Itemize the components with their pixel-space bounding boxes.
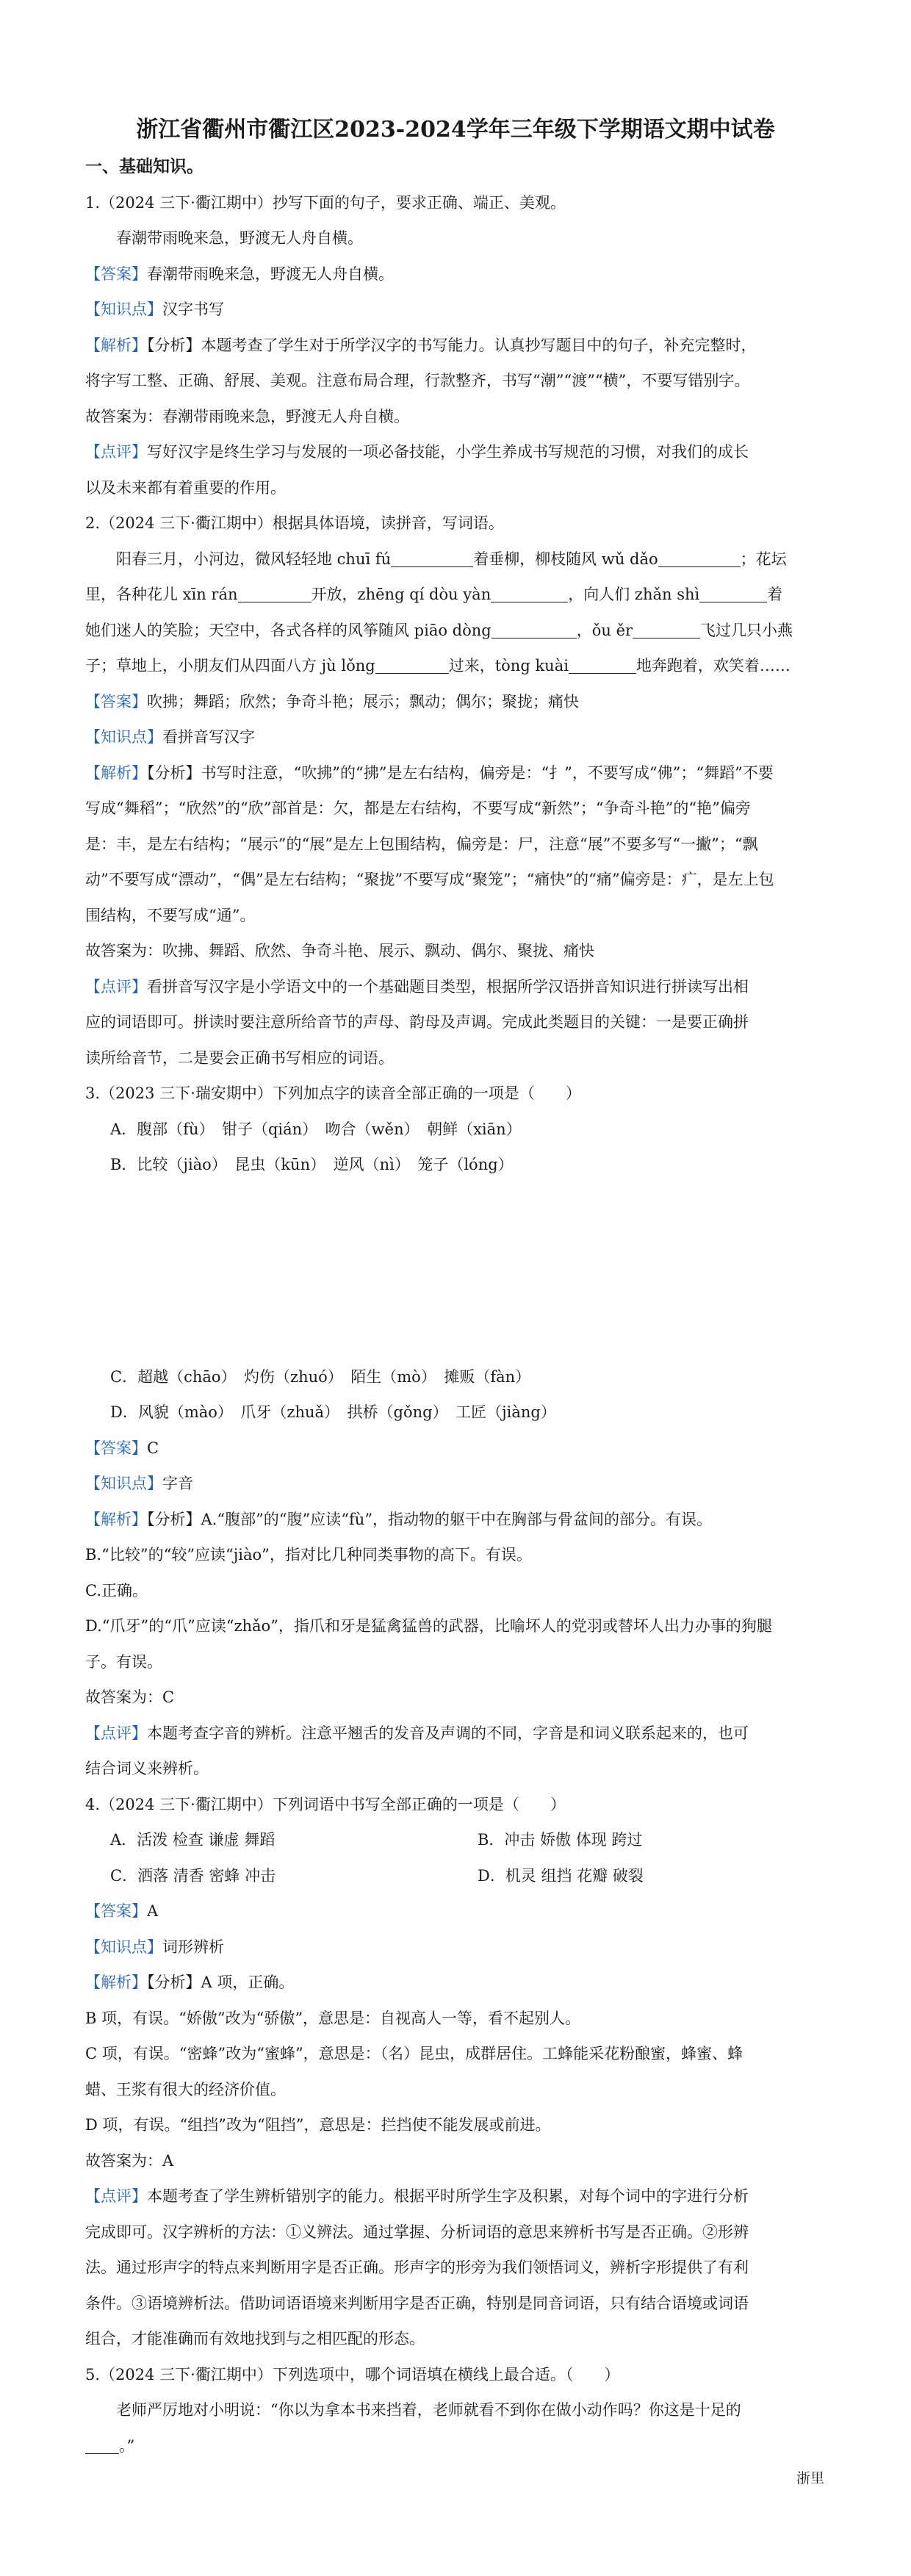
passage-line: [85, 648, 826, 684]
analysis-line: D 项，有误。“组挡”改为“阻挡”，意思是：拦挡使不能发展或前进。: [85, 2116, 551, 2134]
review-text: 写好汉字是终生学习与发展的一项必备技能，小学生养成书写规范的习惯，对我们的成长: [147, 443, 749, 461]
question-1: [85, 185, 826, 506]
review-tag: 【点评】: [85, 2187, 147, 2205]
question-stem: 5.（2024 三下·衢江期中）下列选项中，哪个词语填在横线上最合适。（ ）: [85, 2365, 620, 2383]
kp-tag: 【知识点】: [85, 1938, 162, 1956]
review-line: [85, 434, 826, 470]
review-tag: 【点评】: [85, 977, 147, 996]
option-row: [85, 1858, 826, 1894]
final-answer: 故答案为：A: [85, 2151, 174, 2170]
review-line: 组合，才能准确而有效地找到与之相匹配的形态。: [85, 2330, 425, 2347]
question-3: [85, 1076, 826, 1787]
answer-text: 春潮带雨晚来急，野渡无人舟自横。: [147, 265, 394, 283]
review-tag: 【点评】: [85, 1724, 147, 1742]
option-c[interactable]: C．洒落 清香 密蜂 冲击: [110, 1866, 276, 1885]
passage-line: [85, 2428, 826, 2464]
question-4: [85, 1787, 826, 2357]
analysis-text: 【分析】本题考查了学生对于所学汉字的书写能力。认真抄写题目中的句子，补充完整时，: [147, 336, 757, 354]
passage-text: 过来，tòng kuài: [448, 657, 569, 674]
analysis-line: 子。有误。: [85, 1652, 162, 1671]
review-line: [85, 969, 826, 1005]
question-stem: 3.（2023 三下·瑞安期中）下列加点字的读音全部正确的一项是（ ）: [85, 1084, 581, 1102]
answer-text: C: [147, 1439, 159, 1457]
review-line: 结合词义来辨析。: [85, 1760, 209, 1777]
option-b[interactable]: B．冲击 娇傲 体现 跨过: [478, 1831, 643, 1849]
passage-text: 地奔跑着，欢笑着……: [635, 657, 791, 674]
passage-text: 阳春三月，小河边，微风轻轻地 chuī fú: [116, 550, 392, 568]
blank[interactable]: [633, 619, 700, 638]
knowledge-point-line: [85, 292, 826, 328]
analysis-line: C.正确。: [85, 1581, 148, 1600]
review-line: [85, 2179, 826, 2215]
analysis-line: B 项，有误。“娇傲”改为“骄傲”，意思是：自视高人一等，看不起别人。: [85, 2009, 581, 2027]
page-footer: 浙里: [796, 2470, 824, 2486]
passage-line: [85, 613, 826, 649]
analysis-line: 围结构，不要写成“通”。: [85, 906, 256, 924]
review-tag: 【点评】: [85, 443, 147, 461]
passage-line: [85, 542, 826, 578]
passage-text: 着: [767, 586, 783, 603]
answer-tag: 【答案】: [85, 1439, 147, 1457]
kp-text: 汉字书写: [162, 301, 224, 318]
document-title: 浙江省衢州市衢江区2023-2024学年三年级下学期语文期中试卷: [136, 117, 775, 143]
blank[interactable]: [658, 547, 741, 567]
question-content: 春潮带雨晚来急，野渡无人舟自横。: [116, 229, 363, 247]
blank[interactable]: [699, 583, 767, 602]
question-5: [85, 2357, 826, 2464]
blank[interactable]: [491, 619, 577, 638]
analysis-line: B.“比较”的“较”应读“jiào”，指对比几种同类事物的高下。有误。: [85, 1546, 532, 1564]
passage-text: ；花坛: [740, 550, 787, 568]
review-text: 本题考查字音的辨析。注意平翘舌的发音及声调的不同，字音是和词义联系起来的，也可: [147, 1724, 749, 1742]
review-line: 读所给音节，二是要会正确书写相应的词语。: [85, 1048, 394, 1067]
option-b[interactable]: B．比较（jiào） 昆虫（kūn） 逆风（nì） 笼子（lóng）: [110, 1156, 514, 1173]
blank-space: [85, 1183, 826, 1359]
final-answer: 故答案为：吹拂、舞蹈、欣然、争奇斗艳、展示、飘动、偶尔、聚拢、痛快: [85, 942, 594, 960]
review-line: 以及未来都有着重要的作用。: [85, 478, 286, 497]
document-body: [85, 114, 826, 2464]
blank[interactable]: [391, 547, 473, 567]
answer-text: 吹拂；舞蹈；欣然；争奇斗艳；展示；飘动；偶尔；聚拢；痛快: [147, 692, 579, 710]
kp-tag: 【知识点】: [85, 301, 162, 318]
analysis-line: [85, 328, 826, 364]
analysis-line: [85, 755, 826, 791]
kp-text: 字音: [162, 1475, 193, 1492]
question-stem: 1.（2024 三下·衢江期中）抄写下面的句子，要求正确、端正、美观。: [85, 193, 566, 212]
answer-text: A: [147, 1902, 159, 1920]
blank[interactable]: [375, 654, 449, 674]
section-heading: 一、基础知识。: [85, 156, 204, 176]
question-stem: 2.（2024 三下·衢江期中）根据具体语境，读拼音，写词语。: [85, 514, 504, 532]
option-c[interactable]: C．超越（chāo） 灼伤（zhuó） 陌生（mò） 摊贩（fàn）: [110, 1367, 531, 1386]
option-d[interactable]: D．机灵 组挡 花瓣 破裂: [478, 1866, 644, 1885]
knowledge-point-line: [85, 719, 826, 755]
review-text: 看拼音写汉字是小学语文中的一个基础题目类型，根据所学汉语拼音知识进行拼读写出相: [147, 977, 749, 996]
blank[interactable]: [85, 2434, 119, 2454]
analysis-line: D.“爪牙”的“爪”应读“zhǎo”，指爪和牙是猛禽猛兽的武器，比喻坏人的党羽或替坏人出力办事的狗腿: [85, 1617, 772, 1635]
final-answer: 故答案为：C: [85, 1688, 175, 1706]
kp-text: 词形辨析: [162, 1938, 224, 1956]
analysis-line: 动”不要写成“漂动”，“偶”是左右结构；“聚拢”不要写成“聚笼”；“痛快”的“痛”偏旁是：疒，是左上包: [85, 871, 774, 888]
answer-line: [85, 256, 826, 292]
analysis-line: 是：丰，是左右结构；“展示”的“展”是左上包围结构，偏旁是：尸，注意“展”不要多写“一撇”；“飘: [85, 835, 758, 853]
passage-text: 里，各种花儿 xīn rán: [85, 586, 238, 603]
answer-tag: 【答案】: [85, 692, 147, 710]
analysis-line: 蜡、王浆有很大的经济价值。: [85, 2080, 286, 2098]
blank[interactable]: [569, 654, 636, 674]
passage-text: ，向人们 zhǎn shì: [568, 586, 700, 603]
option-d[interactable]: D．风貌（mào） 爪牙（zhuǎ） 拱桥（gǒng） 工匠（jiàng）: [110, 1403, 556, 1421]
final-answer: 故答案为：春潮带雨晚来急，野渡无人舟自横。: [85, 407, 409, 425]
knowledge-point-line: [85, 1929, 826, 1965]
analysis-text: 【分析】A.“腹部”的“腹”应读“fù”，指动物的躯干中在胸部与骨盆间的部分。有误。: [147, 1510, 713, 1528]
passage-text: 子；草地上，小朋友们从四面八方 jù lǒng: [85, 657, 375, 674]
option-row: [85, 1822, 826, 1858]
analysis-text: 【分析】书写时注意，“吹拂”的“拂”是左右结构，偏旁是：“扌”，不要写成“佛”；“舞蹈”不要: [147, 763, 774, 782]
analysis-line: [85, 1965, 826, 2001]
review-line: 法。通过形声字的特点来判断用字是否正确。形声字的形旁为我们领悟词义，辨析字形提供了有利: [85, 2259, 749, 2276]
answer-tag: 【答案】: [85, 265, 147, 283]
option-a[interactable]: A．腹部（fù） 钳子（qián） 吻合（wěn） 朝鲜（xiān）: [110, 1120, 522, 1138]
option-a[interactable]: A．活泼 检查 谦虚 舞蹈: [110, 1831, 276, 1849]
question-stem: 4.（2024 三下·衢江期中）下列词语中书写全部正确的一项是（ ）: [85, 1795, 566, 1813]
passage-text: 她们迷人的笑脸；天空中，各式各样的风筝随风 piāo dòng: [85, 621, 491, 639]
analysis-tag: 【解析】: [85, 1510, 147, 1528]
answer-line: [85, 1893, 826, 1929]
analysis-line: [85, 1502, 826, 1538]
kp-tag: 【知识点】: [85, 1475, 162, 1492]
passage-text: 。”: [119, 2436, 135, 2455]
passage-line: 老师严厉地对小明说：“你以为拿本书来挡着，老师就看不到你在做小动作吗？你这是十足的: [116, 2401, 741, 2419]
blank[interactable]: [491, 583, 568, 602]
analysis-line: 将字写工整、正确、舒展、美观。注意布局合理，行款整齐，书写“潮”“渡”“横”，不要写错别字。: [85, 372, 750, 389]
kp-tag: 【知识点】: [85, 728, 162, 746]
blank[interactable]: [238, 583, 312, 602]
review-line: 应的词语即可。拼读时要注意所给音节的声母、韵母及声调。完成此类题目的关键：一是要正确拼: [85, 1013, 749, 1031]
passage-line: [85, 577, 826, 613]
analysis-tag: 【解析】: [85, 1974, 147, 1991]
review-line: 条件。③语境辨析法。借助词语语境来判断用字是否正确，特别是同音词语，只有结合语境或词语: [85, 2294, 749, 2312]
analysis-tag: 【解析】: [85, 763, 147, 782]
analysis-line: 写成“舞稻”；“欣然”的“欣”部首是：欠，都是左右结构，不要写成“新然”；“争奇斗艳”的“艳”偏旁: [85, 799, 751, 817]
review-line: [85, 1716, 826, 1752]
passage-text: 飞过几只小燕: [700, 621, 793, 639]
passage-text: ，ǒu ěr: [576, 621, 633, 639]
passage-text: 开放，zhēng qí dòu yàn: [311, 586, 491, 603]
review-line: 完成即可。汉字辨析的方法：①义辨法。通过掌握、分析词语的意思来辨析书写是否正确。②形辨: [85, 2223, 749, 2241]
analysis-text: 【分析】A 项，正确。: [147, 1974, 295, 1991]
answer-tag: 【答案】: [85, 1902, 147, 1920]
answer-line: [85, 684, 826, 720]
knowledge-point-line: [85, 1466, 826, 1502]
review-text: 本题考查了学生辨析错别字的能力。根据平时所学生字及积累，对每个词中的字进行分析: [147, 2187, 749, 2205]
analysis-tag: 【解析】: [85, 336, 147, 354]
kp-text: 看拼音写汉字: [162, 728, 255, 746]
analysis-line: C 项，有误。“密蜂”改为“蜜蜂”，意思是：（名）昆虫，成群居住。工蜂能采花粉酿蜜，蜂蜜、蜂: [85, 2045, 743, 2062]
question-2: [85, 506, 826, 1076]
passage-text: 着垂柳，柳枝随风 wǔ dǎo: [473, 550, 658, 568]
answer-line: [85, 1431, 826, 1467]
